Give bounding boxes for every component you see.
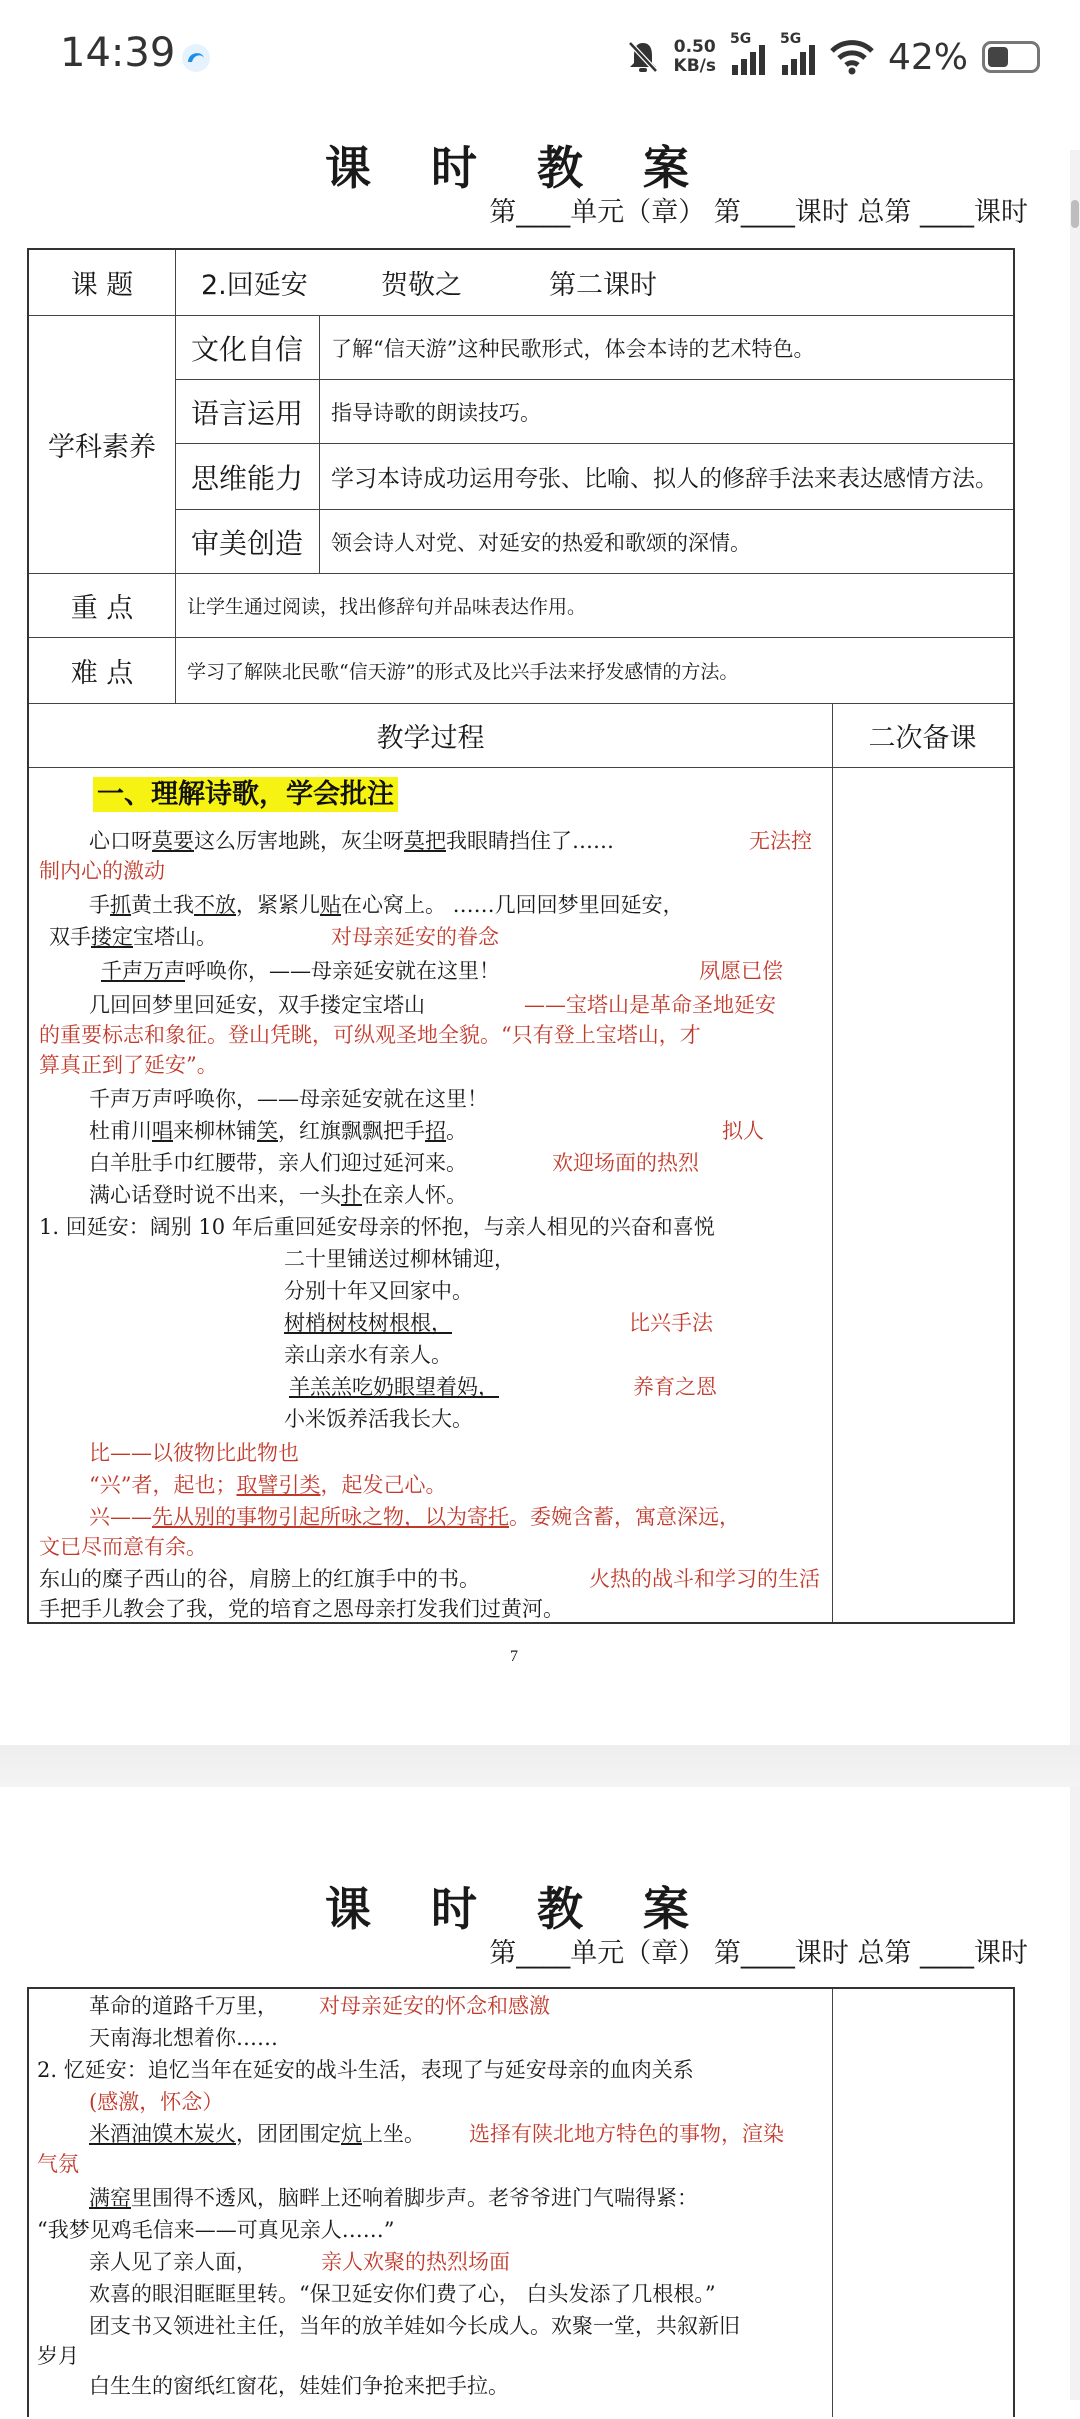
annotation: 亲人欢聚的热烈场面	[321, 2250, 510, 2274]
literacy-name: 语言运用	[190, 396, 303, 430]
literacy-name: 文化自信	[190, 332, 303, 366]
annotation: 选择有陕北地方特色的事物，渲染	[469, 2122, 784, 2146]
literacy-text: 了解“信天游”这种民歌形式，体会本诗的艺术特色。	[331, 336, 815, 361]
text-line: 羊羔羔吃奶眼望着妈，	[289, 1375, 499, 1399]
annotation: 拟人	[722, 1119, 764, 1143]
literacy-row	[175, 380, 1013, 444]
process-header: 教学过程	[376, 723, 485, 754]
text-line: 千声万声呼唤你，——母亲延安就在这里！	[101, 959, 500, 983]
signal-5g-2	[779, 31, 816, 77]
text-line: 双手搂定宝塔山。	[49, 925, 217, 949]
page-title: 课 时 教 案	[324, 141, 712, 195]
process-header-row	[29, 704, 1013, 768]
backup-header: 二次备课	[868, 723, 977, 754]
app-notification-icon	[180, 42, 212, 74]
scrollbar-thumb[interactable]	[1071, 200, 1079, 228]
lesson-plan-table	[27, 248, 1015, 1624]
process-body	[29, 768, 832, 1624]
text-line: 几回回梦里回延安，双手搂定宝塔山	[89, 993, 425, 1017]
text-line: 二十里铺送过柳林铺迎，	[284, 1247, 515, 1271]
wifi-icon	[830, 39, 874, 75]
annotation: “兴”者，起也；取譬引类，起发己心。	[89, 1473, 447, 1497]
key-points-row	[29, 574, 1013, 638]
annotation: 火热的战斗和学习的生活	[589, 1567, 820, 1591]
text-line: 亲山亲水有亲人。	[284, 1343, 452, 1367]
page-subtitle: 第____单元（章） 第____课时 总第 ____课时	[489, 1938, 1028, 1969]
literacy-name: 思维能力	[190, 461, 303, 495]
annotation: 欢迎场面的热烈	[552, 1151, 699, 1175]
page-subtitle: 第____单元（章） 第____课时 总第 ____课时	[489, 197, 1028, 228]
annotation: 对母亲延安的怀念和感激	[319, 1994, 550, 2018]
annotation: ——宝塔山是革命圣地延安	[524, 993, 776, 1017]
text-line: 心口呀莫要这么厉害地跳，灰尘呀莫把我眼睛挡住了……	[89, 829, 614, 853]
annotation: 夙愿已偿	[699, 959, 783, 983]
text-line: 满心话登时说不出来，一头扑在亲人怀。	[89, 1183, 467, 1207]
mute-bell-icon	[626, 39, 660, 75]
battery-icon	[982, 41, 1040, 73]
literacy-row	[175, 316, 1013, 380]
lesson-plan-table-continued	[27, 1987, 1015, 2417]
annotation: 对母亲延安的眷念	[331, 925, 499, 949]
key-label: 重 点	[70, 593, 134, 624]
key-text: 让学生通过阅读，找出修辞句并品味表达作用。	[187, 596, 587, 618]
text-line: 分别十年又回家中。	[284, 1279, 473, 1303]
text-line: 千声万声呼唤你，——母亲延安就在这里！	[89, 1087, 488, 1111]
page-title: 课 时 教 案	[324, 1882, 712, 1936]
annotation: 文已尽而意有余。	[39, 1535, 207, 1559]
backup-column-divider	[832, 1989, 833, 2417]
annotation: 养育之恩	[633, 1375, 717, 1399]
annotation: (感激，怀念）	[89, 2090, 224, 2114]
literacy-label: 学科素养	[48, 432, 156, 463]
text-line: 东山的糜子西山的谷，肩膀上的红旗手中的书。	[39, 1567, 480, 1591]
topic-label: 课 题	[70, 270, 134, 301]
text-line: 手抓黄土我不放，紧紧儿贴在心窝上。 ……几回回梦里回延安，	[89, 893, 684, 917]
status-bar	[0, 0, 1080, 112]
status-time: 14:39	[60, 30, 176, 76]
backup-column-divider	[832, 768, 833, 1622]
topic-author: 贺敬之	[381, 270, 462, 301]
literacy-text: 领会诗人对党、对延安的热爱和歌颂的深情。	[331, 531, 751, 555]
process-body	[29, 1989, 832, 2419]
page-number: 7	[510, 1648, 518, 1665]
scrollbar-track[interactable]	[1070, 150, 1080, 2400]
signal-tag: 5G	[779, 31, 802, 47]
literacy-row	[175, 510, 1013, 574]
net-speed-value: 0.50	[673, 37, 716, 57]
text-line: 岁月	[37, 2344, 79, 2368]
topic-row	[29, 250, 1013, 316]
page-gap	[0, 1745, 1080, 1787]
text-line: 革命的道路千万里，	[89, 1994, 278, 2018]
text-line: 树梢树枝树根根，	[284, 1311, 452, 1335]
literacy-name: 审美创造	[190, 527, 303, 560]
text-line: 小米饭养活我长大。	[284, 1407, 473, 1431]
topic-period: 第二课时	[549, 270, 657, 301]
difficulty-text: 学习了解陕北民歌“信天游”的形式及比兴手法来抒发感情的方法。	[187, 661, 739, 683]
annotation: 无法控	[749, 829, 812, 853]
text-line: 2. 忆延安：追忆当年在延安的战斗生活，表现了与延安母亲的血肉关系	[37, 2058, 694, 2082]
annotation: 兴——先从别的事物引起所咏之物，以为寄托。委婉含蓄，寓意深远，	[89, 1505, 740, 1529]
topic-lesson: 2.回延安	[201, 270, 308, 301]
section-title: 一、理解诗歌，学会批注	[93, 780, 398, 811]
text-line: 满窑里围得不透风，脑畔上还响着脚步声。老爷爷进门气喘得紧：	[89, 2186, 698, 2210]
document-page-2	[0, 1787, 1068, 2400]
text-line: 团支书又领进社主任，当年的放羊娃如今长成人。欢聚一堂，共叙新旧	[89, 2314, 740, 2338]
annotation: 比兴手法	[629, 1311, 713, 1335]
text-line: 杜甫川唱来柳林铺笑，红旗飘飘把手招。	[89, 1119, 467, 1143]
text-line: 欢喜的眼泪眶眶里转。“保卫延安你们费了心， 白头发添了几根根。”	[89, 2282, 716, 2306]
text-line: 白生生的窗纸红窗花，娃娃们争抢来把手拉。	[89, 2374, 509, 2398]
text-line: “我梦见鸡毛信来——可真见亲人……”	[37, 2218, 395, 2242]
text-line: 白羊肚手巾红腰带，亲人们迎过延河来。	[89, 1151, 467, 1175]
battery-percent: 42%	[887, 36, 968, 78]
literacy-text: 指导诗歌的朗读技巧。	[331, 400, 541, 425]
annotation: 算真正到了延安”。	[39, 1053, 218, 1077]
difficulty-row	[29, 638, 1013, 704]
literacy-block	[29, 316, 1013, 574]
network-speed	[674, 38, 716, 76]
signal-tag: 5G	[729, 31, 752, 47]
text-line: 1. 回延安：阔别 10 年后重回延安母亲的怀抱，与亲人相见的兴奋和喜悦	[39, 1215, 715, 1239]
text-line: 手把手儿教会了我，党的培育之恩母亲打发我们过黄河。	[39, 1597, 564, 1621]
annotation: 气氛	[37, 2152, 79, 2176]
text-line: 亲人见了亲人面，	[89, 2250, 257, 2274]
annotation: 的重要标志和象征。登山凭眺，可纵观圣地全貌。“只有登上宝塔山，才	[39, 1023, 701, 1047]
document-page-1	[0, 112, 1068, 1745]
annotation: 制内心的激动	[39, 859, 165, 883]
text-line: 米酒油馍木炭火，团团围定炕上坐。	[89, 2122, 425, 2146]
literacy-text: 学习本诗成功运用夸张、比喻、拟人的修辞手法来表达感情方法。	[331, 466, 998, 492]
text-line: 天南海北想着你……	[89, 2026, 278, 2050]
net-speed-unit: KB/s	[673, 56, 716, 76]
annotation: 比——以彼物比此物也	[89, 1441, 299, 1465]
status-right	[626, 32, 1040, 82]
signal-5g-1	[729, 31, 766, 77]
difficulty-label: 难 点	[70, 658, 134, 689]
literacy-row	[175, 444, 1013, 510]
